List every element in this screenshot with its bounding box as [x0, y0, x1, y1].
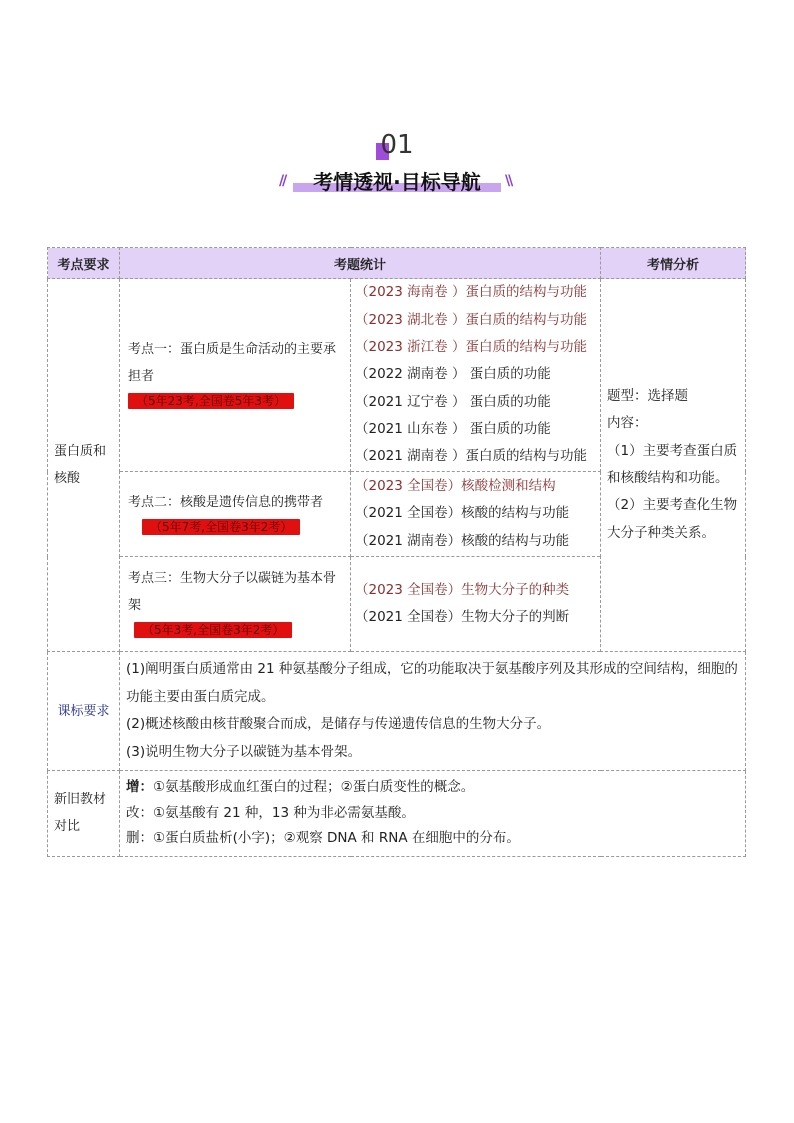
point-3-cell: [120, 557, 351, 652]
exam-item: （2021 全国卷）生物大分子的判断: [355, 609, 570, 625]
analysis-item-2: （2）主要考查化生物大分子种类关系。: [607, 497, 738, 541]
exam-item: （2023 湖北卷 ）蛋白质的结构与功能: [355, 311, 587, 328]
table-row: [48, 652, 746, 771]
exam-item: （2021 山东卷 ） 蛋白质的功能: [355, 420, 551, 437]
curriculum-item: (2)概述核酸由核苷酸聚合而成，是储存与传递遗传信息的生物大分子。: [126, 716, 551, 732]
comparison-text: ①氨基酸形成血红蛋白的过程；②蛋白质变性的概念。: [153, 779, 475, 795]
exam-item: （2021 全国卷）核酸的结构与功能: [355, 505, 570, 522]
point-2-exams: [351, 472, 601, 557]
header-requirement: 考点要求: [48, 248, 120, 279]
comparison-text: ①氨基酸有 21 种，13 种为非必需氨基酸。: [153, 804, 415, 821]
section-number: 01: [380, 130, 414, 160]
analysis-type: 题型：选择题: [607, 388, 689, 405]
curriculum-item: (3)说明生物大分子以碳链为基本骨架。: [126, 743, 362, 760]
comparison-item-change: [126, 801, 739, 827]
comparison-prefix: 增：: [126, 779, 153, 795]
point-2-label: 考点二：核酸是遗传信息的携带者: [128, 494, 324, 510]
comparison-prefix: 改：: [126, 804, 153, 821]
point-2-tag: （5年7考,全国卷3年2考）: [142, 519, 300, 535]
exam-item: （2023 浙江卷 ）蛋白质的结构与功能: [355, 339, 587, 356]
exam-item: （2023 海南卷 ）蛋白质的结构与功能: [355, 284, 587, 301]
right-decoration: \\: [505, 173, 512, 189]
curriculum-cell: [120, 652, 746, 771]
exam-item: （2022 湖南卷 ） 蛋白质的功能: [355, 366, 551, 383]
point-1-label: 考点一：蛋白质是生命活动的主要承担者: [128, 342, 337, 384]
comparison-text: ①蛋白质盐析(小字)；②观察 DNA 和 RNA 在细胞中的分布。: [153, 830, 520, 846]
table-row: [48, 771, 746, 857]
point-1-cell: [120, 279, 351, 472]
comparison-prefix: 删：: [126, 830, 153, 846]
comparison-item-add: [126, 775, 739, 801]
curriculum-item: (1)阐明蛋白质通常由 21 种氨基酸分子组成，它的功能取决于氨基酸序列及其形成的空间结构，细胞的功能主要由蛋白质完成。: [126, 661, 738, 705]
comparison-label: 新旧教材对比: [48, 771, 120, 857]
point-2-cell: [120, 472, 351, 557]
comparison-cell: [120, 771, 746, 857]
table-header-row: [48, 248, 746, 279]
analysis-cell: [601, 279, 746, 652]
table-row: [48, 279, 746, 472]
exam-analysis-table: [47, 247, 746, 857]
left-decoration: //: [279, 173, 286, 189]
point-1-exams: [351, 279, 601, 472]
curriculum-label: 课标要求: [48, 652, 120, 771]
exam-item: （2021 湖南卷）核酸的结构与功能: [355, 532, 570, 549]
point-1-tag: （5年23考,全国卷5年3考）: [128, 393, 294, 409]
header-statistics: 考题统计: [120, 248, 601, 279]
header-analysis: 考情分析: [601, 248, 746, 279]
section-title: 考情透视·目标导航: [313, 170, 481, 194]
point-3-tag: （5年3考,全国卷3年2考）: [134, 622, 292, 638]
point-3-exams: [351, 557, 601, 652]
comparison-item-remove: [126, 826, 739, 852]
topic-cell: 蛋白质和核酸: [48, 279, 120, 652]
exam-item: （2021 湖南卷 ）蛋白质的结构与功能: [355, 448, 587, 465]
point-3-label: 考点三：生物大分子以碳链为基本骨架: [128, 571, 337, 613]
analysis-content-label: 内容：: [607, 415, 648, 432]
exam-item: （2023 全国卷）生物大分子的种类: [355, 581, 570, 598]
exam-item: （2021 辽宁卷 ） 蛋白质的功能: [355, 393, 551, 410]
analysis-item-1: （1）主要考查蛋白质和核酸结构和功能。: [607, 442, 738, 486]
exam-item: （2023 全国卷）核酸检测和结构: [355, 478, 556, 495]
